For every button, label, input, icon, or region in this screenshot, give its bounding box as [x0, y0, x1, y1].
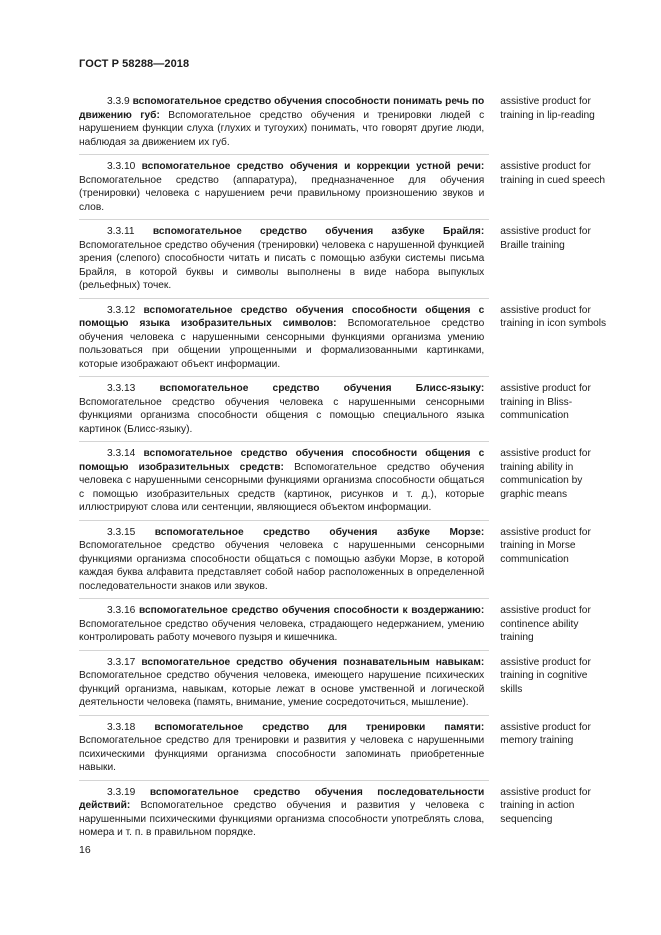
term-entry — [79, 526, 609, 594]
term-number: 3.3.19 — [107, 786, 136, 798]
term-title: вспомогательное средство обучения способности понимать речь по движению губ: — [79, 96, 485, 121]
term-number: 3.3.18 — [107, 721, 136, 733]
term-number: 3.3.17 — [107, 656, 136, 668]
term-english: assistive product for training in lip-reading — [500, 96, 595, 121]
term-definition: Вспомогательное средство обучения человека с нарушенными сенсорными функциями организма умению пользоваться при общении упрощенными и формализованными картинками, которые изображают объект информации. — [79, 318, 485, 370]
term-number: 3.3.11 — [107, 226, 135, 237]
divider — [79, 219, 489, 220]
term-number: 3.3.12 — [107, 304, 136, 316]
term-entry — [79, 95, 609, 149]
term-definition: Вспомогательное средство для тренировки и развития у человека с нарушенными психическими функциями организма способности запоминать приобретенные навыки. — [79, 735, 485, 773]
terms-list — [79, 95, 609, 840]
divider — [79, 298, 489, 299]
term-number: 3.3.13 — [107, 383, 136, 394]
term-english: assistive product for training in Bliss-communication — [500, 383, 591, 421]
term-title: вспомогательное средство обучения азбуке Морзе: — [154, 526, 485, 538]
divider — [79, 650, 489, 651]
term-title: вспомогательное средство обучения способности к воздержанию: — [138, 605, 485, 616]
term-english: assistive product for Braille training — [500, 226, 591, 251]
divider — [79, 780, 489, 781]
term-title: вспомогательное средство обучения и коррекции устной речи: — [141, 161, 485, 172]
term-definition: Вспомогательное средство обучения человека с нарушенными сенсорными функциями организма способности общаться с помощью изобразительных средств (картинок, рисунков и т. д.), которые иллюстрируют слова или сентенции, являющиеся объектом информации. — [79, 461, 485, 513]
term-english: assistive product for continence ability training — [500, 605, 591, 643]
term-title: вспомогательное средство обучения Блисс-языку: — [159, 383, 485, 394]
page-number: 16 — [79, 844, 91, 856]
term-entry — [79, 447, 609, 515]
term-english: assistive product for training in icon symbols — [500, 304, 607, 329]
term-definition: Вспомогательное средство обучения человека с нарушенными сенсорными функциями организма способности общения с помощью специального языка картинок (Блисс-языку). — [79, 396, 485, 435]
term-entry — [79, 382, 609, 436]
divider — [79, 598, 489, 599]
divider — [79, 520, 489, 521]
term-english: assistive product for training in cognitive skills — [500, 656, 591, 695]
term-entry — [79, 656, 609, 710]
divider — [79, 376, 489, 377]
divider — [79, 715, 489, 716]
term-number: 3.3.10 — [107, 161, 136, 172]
term-number: 3.3.15 — [107, 526, 136, 538]
term-entry — [79, 604, 609, 645]
term-english: assistive product for training ability in communication by graphic means — [500, 448, 591, 500]
term-title: вспомогательное средство обучения способности общения с помощью изобразительных средств: — [79, 448, 485, 473]
term-definition: Вспомогательное средство обучения человека с нарушенными сенсорными функциями организма способности общаться с помощью азбуки Морзе, в которой каждая буква алфавита представляет собой набор расположенных в определенной последовательности знаков или звуков. — [79, 540, 485, 592]
divider — [79, 154, 489, 155]
term-english: assistive product for memory training — [500, 721, 591, 746]
term-english: assistive product for training in action sequencing — [500, 786, 591, 825]
term-entry — [79, 721, 609, 775]
divider — [79, 441, 489, 442]
term-title: вспомогательное средство для тренировки памяти: — [154, 721, 485, 733]
document-header: ГОСТ Р 58288—2018 — [79, 58, 190, 70]
term-definition: Вспомогательное средство обучения (тренировки) человека с нарушенной функцией зрения (слепого) способности читать и писать с помощью азбуки системы письма Брайля, в которой буквы и символы выполнены в виде набора выпуклых (рельефных) точек. — [79, 239, 485, 291]
term-number: 3.3.14 — [107, 448, 136, 459]
term-entry — [79, 786, 609, 840]
term-number: 3.3.16 — [107, 605, 136, 616]
term-title: вспомогательное средство обучения азбуке Брайля: — [152, 226, 485, 237]
term-definition: Вспомогательное средство обучения человека, имеющего нарушение психических функций организма, навыкам, которые лежат в основе умственной и логической деятельности человека (память, внимание, умение сосредоточиться, мышление). — [79, 670, 485, 708]
term-entry — [79, 225, 609, 293]
term-title: вспомогательное средство обучения познавательным навыкам: — [141, 656, 485, 668]
term-entry — [79, 304, 609, 372]
term-title: вспомогательное средство обучения последовательности действий: — [79, 786, 485, 811]
term-english: assistive product for training in cued speech — [500, 161, 606, 186]
term-english: assistive product for training in Morse communication — [500, 526, 591, 565]
term-definition: Вспомогательное средство обучения и развития у человека с нарушенными психическими функциями организма способности употреблять слова, номера и т. п. в правильном порядке. — [79, 800, 485, 838]
term-definition: Вспомогательное средство обучения и тренировки людей с нарушением функции слуха (глухих и тугоухих) понимать, что говорят другие люди, наблюдая за движением их губ. — [79, 109, 485, 148]
term-definition: Вспомогательное средство обучения человека, страдающего недержанием, умению контролировать работу мочевого пузыря и кишечника. — [79, 618, 485, 643]
term-entry — [79, 160, 609, 214]
term-number: 3.3.9 — [107, 96, 130, 107]
term-definition: Вспомогательное средство (аппаратура), предназначенное для обучения (тренировки) человека с нарушением речи правильному произношению звуков и слов. — [79, 174, 485, 213]
term-title: вспомогательное средство обучения способности общения с помощью языка изобразительных символов: — [79, 304, 485, 329]
